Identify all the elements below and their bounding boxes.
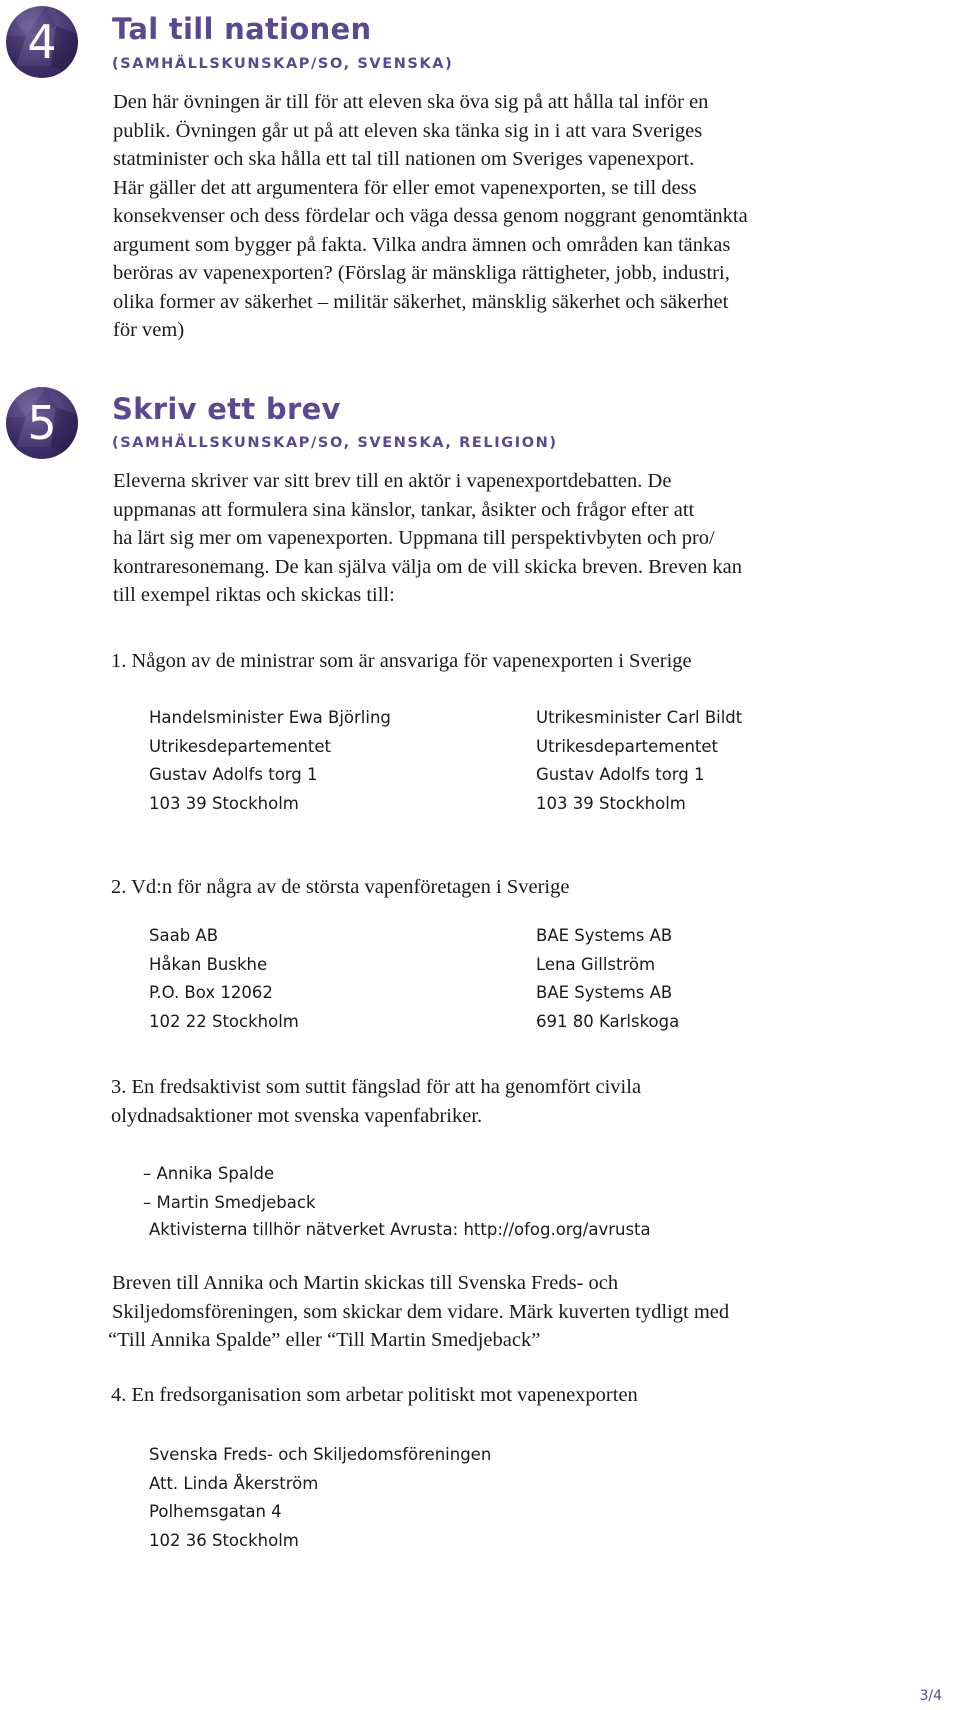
heading-line: 3. En fredsaktivist som suttit fängslad för att ha genomfört civila [111,1076,642,1098]
activist-name: – Annika Spalde [143,1164,275,1183]
address-line: BAE Systems AB [536,983,673,1002]
section-number: 4 [27,15,57,69]
body-line: för vem) [113,319,185,341]
section-subtitle: (SAMHÄLLSKUNSKAP/SO, SVENSKA, RELIGION) [112,435,558,451]
recipient-heading: 4. En fredsorganisation som arbetar politiskt mot vapenexporten [111,1384,638,1406]
section-number-badge [6,6,78,78]
body-line: Den här övningen är till för att eleven ska öva sig på att hålla tal inför en [113,91,709,113]
recipient-heading [111,1073,641,1130]
activist-name: – Martin Smedjeback [143,1192,316,1212]
note-line: Breven till Annika och Martin skickas till Svenska Freds- och [112,1272,619,1294]
address-line: 102 36 Stockholm [149,1530,299,1550]
body-line: statminister och ska hålla ett tal till nationen om Sveriges vapenexport. [113,148,695,170]
address-block [536,922,679,1036]
section-subtitle: (SAMHÄLLSKUNSKAP/SO, SVENSKA) [112,56,454,72]
network-info: Aktivisterna tillhör nätverket Avrusta: http://ofog.org/avrusta [149,1220,651,1239]
letter-note [108,1269,729,1355]
address-line: Polhemsgatan 4 [149,1502,282,1521]
body-line: publik. Övningen går ut på att eleven ska tänka sig in i att vara Sveriges [113,119,703,142]
address-block [149,922,299,1036]
address-block [149,704,391,818]
section-body [113,467,742,610]
address-line: Gustav Adolfs torg 1 [536,765,705,784]
address-line: Lena Gillström [536,954,656,974]
address-line: P.O. Box 12062 [149,983,273,1002]
address-line: Svenska Freds- och Skiljedomsföreningen [149,1445,492,1464]
section-number-badge [6,387,78,459]
address-line: 103 39 Stockholm [149,793,299,813]
body-line: olika former av säkerhet – militär säkerhet, mänsklig säkerhet och säkerhet [113,290,729,313]
address-line: Utrikesdepartementet [149,736,332,756]
body-line: ha lärt sig mer om vapenexporten. Uppmana till perspektivbyten och pro/ [113,527,715,549]
address-block [536,704,742,818]
body-line: uppmanas att formulera sina känslor, tankar, åsikter och frågor efter att [113,498,695,521]
address-line: Handelsminister Ewa Björling [149,708,391,727]
address-line: 103 39 Stockholm [536,793,686,813]
note-line: “Till Annika Spalde” eller “Till Martin Smedjeback” [108,1329,541,1351]
body-line: beröras av vapenexporten? (Förslag är mänskliga rättigheter, jobb, industri, [113,262,730,284]
address-line: BAE Systems AB [536,926,673,945]
address-line: Utrikesminister Carl Bildt [536,708,743,727]
address-line: Saab AB [149,926,219,945]
note-line: Skiljedomsföreningen, som skickar dem vidare. Märk kuverten tydligt med [112,1300,730,1323]
address-line: Att. Linda Åkerström [149,1473,319,1493]
heading-line: olydnadsaktioner mot svenska vapenfabriker. [111,1104,483,1127]
address-line: Utrikesdepartementet [536,736,719,756]
body-line: Eleverna skriver var sitt brev till en aktör i vapenexportdebatten. De [113,470,672,492]
section-title: Skriv ett brev [112,392,341,426]
page-number: 3/4 [919,1688,942,1704]
address-line: Håkan Buskhe [149,954,268,974]
recipient-heading: 1. Någon av de ministrar som är ansvariga för vapenexporten i Sverige [111,650,692,672]
section-number: 5 [27,396,57,450]
body-line: kontraresonemang. De kan själva välja om de vill skicka breven. Breven kan [113,555,743,578]
address-line: 102 22 Stockholm [149,1011,299,1031]
address-line: Gustav Adolfs torg 1 [149,765,318,784]
recipient-heading: 2. Vd:n för några av de största vapenföretagen i Sverige [111,876,570,898]
section-title: Tal till nationen [112,12,372,46]
section-body [113,88,748,345]
body-line: till exempel riktas och skickas till: [113,584,395,606]
body-line: argument som bygger på fakta. Vilka andra ämnen och områden kan tänkas [113,233,731,256]
activist-list [143,1160,316,1217]
address-block [149,1441,491,1555]
address-line: 691 80 Karlskoga [536,1011,680,1031]
body-line: Här gäller det att argumentera för eller emot vapenexporten, se till dess [113,176,697,199]
body-line: konsekvenser och dess fördelar och väga dessa genom noggrant genomtänkta [113,205,748,227]
